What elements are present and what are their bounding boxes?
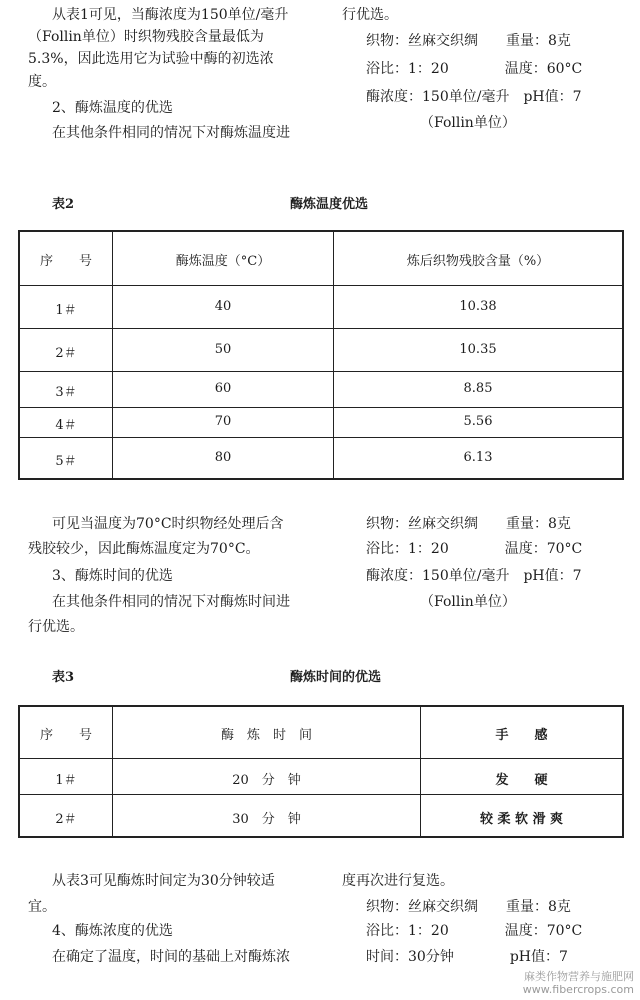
paragraph-line: 在确定了温度，时间的基础上对酶炼浓 bbox=[52, 949, 290, 965]
section-heading: 3、酶炼时间的优选 bbox=[52, 568, 173, 584]
table-cell: 80 bbox=[214, 450, 232, 465]
table-cell: 5＃ bbox=[55, 454, 77, 469]
params-line: 织物：丝麻交织绸 重量：8克 bbox=[366, 33, 571, 49]
table-cell: 30 分 钟 bbox=[232, 812, 301, 827]
section-heading: 2、酶炼温度的优选 bbox=[52, 100, 173, 116]
params-line: 织物：丝麻交织绸 重量：8克 bbox=[366, 899, 571, 915]
table-cell: 5.56 bbox=[463, 414, 493, 429]
params-line: 时间：30分钟 pH值：7 bbox=[366, 949, 568, 965]
table-cell: 发 硬 bbox=[495, 773, 548, 788]
table-cell: 10.35 bbox=[459, 342, 497, 357]
table-header: 手 感 bbox=[495, 728, 548, 743]
table-header: 序 号 bbox=[39, 254, 92, 269]
table-cell: 70 bbox=[214, 414, 232, 429]
params-line: （Follin单位） bbox=[420, 594, 516, 610]
paragraph-line: 度。 bbox=[28, 74, 56, 90]
watermark-line-1: 麻类作物营养与施肥网 bbox=[524, 970, 634, 983]
paragraph-line: 在其他条件相同的情况下对酶炼时间进 bbox=[52, 594, 290, 610]
table-cell: 2＃ bbox=[55, 812, 77, 827]
table-header: 酶炼温度（°C） bbox=[175, 254, 271, 269]
paragraph-line: 宜。 bbox=[28, 899, 56, 915]
params-line: 酶浓度：150单位/毫升 pH值：7 bbox=[366, 89, 582, 105]
params-line: 浴比：1：20 温度：70°C bbox=[366, 923, 583, 939]
paragraph-line: 从表1可见，当酶浓度为150单位/毫升 bbox=[52, 7, 289, 23]
paragraph-line: （Follin单位）时织物残胶含量最低为 bbox=[28, 29, 264, 45]
paragraph-line: 行优选。 bbox=[28, 619, 84, 635]
watermark-line-2: www.fibercrops.com bbox=[522, 983, 634, 996]
paragraph-line: 行优选。 bbox=[342, 7, 398, 23]
table-header: 酶 炼 时 间 bbox=[220, 728, 312, 743]
table-cell: 60 bbox=[214, 381, 232, 396]
table-header: 炼后织物残胶含量（%） bbox=[406, 254, 550, 269]
table2-label: 表2 bbox=[52, 197, 75, 212]
table-cell: 50 bbox=[214, 342, 232, 357]
table3-label: 表3 bbox=[52, 670, 75, 685]
table-header: 序 号 bbox=[39, 728, 92, 743]
params-line: 织物：丝麻交织绸 重量：8克 bbox=[366, 516, 571, 532]
paragraph-line: 残胶较少，因此酶炼温度定为70°C。 bbox=[28, 541, 260, 557]
table2-title: 酶炼温度优选 bbox=[290, 197, 369, 212]
params-line: 浴比：1：20 温度：60°C bbox=[366, 61, 583, 77]
table-cell: 20 分 钟 bbox=[232, 773, 301, 788]
paragraph-line: 可见当温度为70°C时织物经处理后含 bbox=[52, 516, 284, 532]
table-cell: 4＃ bbox=[55, 418, 77, 433]
table-cell: 6.13 bbox=[463, 450, 493, 465]
paragraph-line: 在其他条件相同的情况下对酶炼温度进 bbox=[52, 125, 290, 141]
table-cell: 较 柔 软 滑 爽 bbox=[479, 812, 564, 827]
params-line: 酶浓度：150单位/毫升 pH值：7 bbox=[366, 568, 582, 584]
params-line: 浴比：1：20 温度：70°C bbox=[366, 541, 583, 557]
table-cell: 3＃ bbox=[55, 385, 77, 400]
table-cell: 1＃ bbox=[55, 303, 77, 318]
section-heading: 4、酶炼浓度的优选 bbox=[52, 923, 173, 939]
table3-title: 酶炼时间的优选 bbox=[290, 670, 382, 685]
table-cell: 1＃ bbox=[55, 773, 77, 788]
paragraph-line: 5.3%，因此选用它为试验中酶的初选浓 bbox=[28, 51, 274, 67]
table-cell: 2＃ bbox=[55, 346, 77, 361]
params-line: （Follin单位） bbox=[420, 115, 516, 131]
table-cell: 10.38 bbox=[459, 299, 497, 314]
paragraph-line: 从表3可见酶炼时间定为30分钟较适 bbox=[52, 873, 275, 889]
table-cell: 40 bbox=[214, 299, 232, 314]
table-cell: 8.85 bbox=[463, 381, 493, 396]
paragraph-line: 度再次进行复选。 bbox=[342, 873, 454, 889]
